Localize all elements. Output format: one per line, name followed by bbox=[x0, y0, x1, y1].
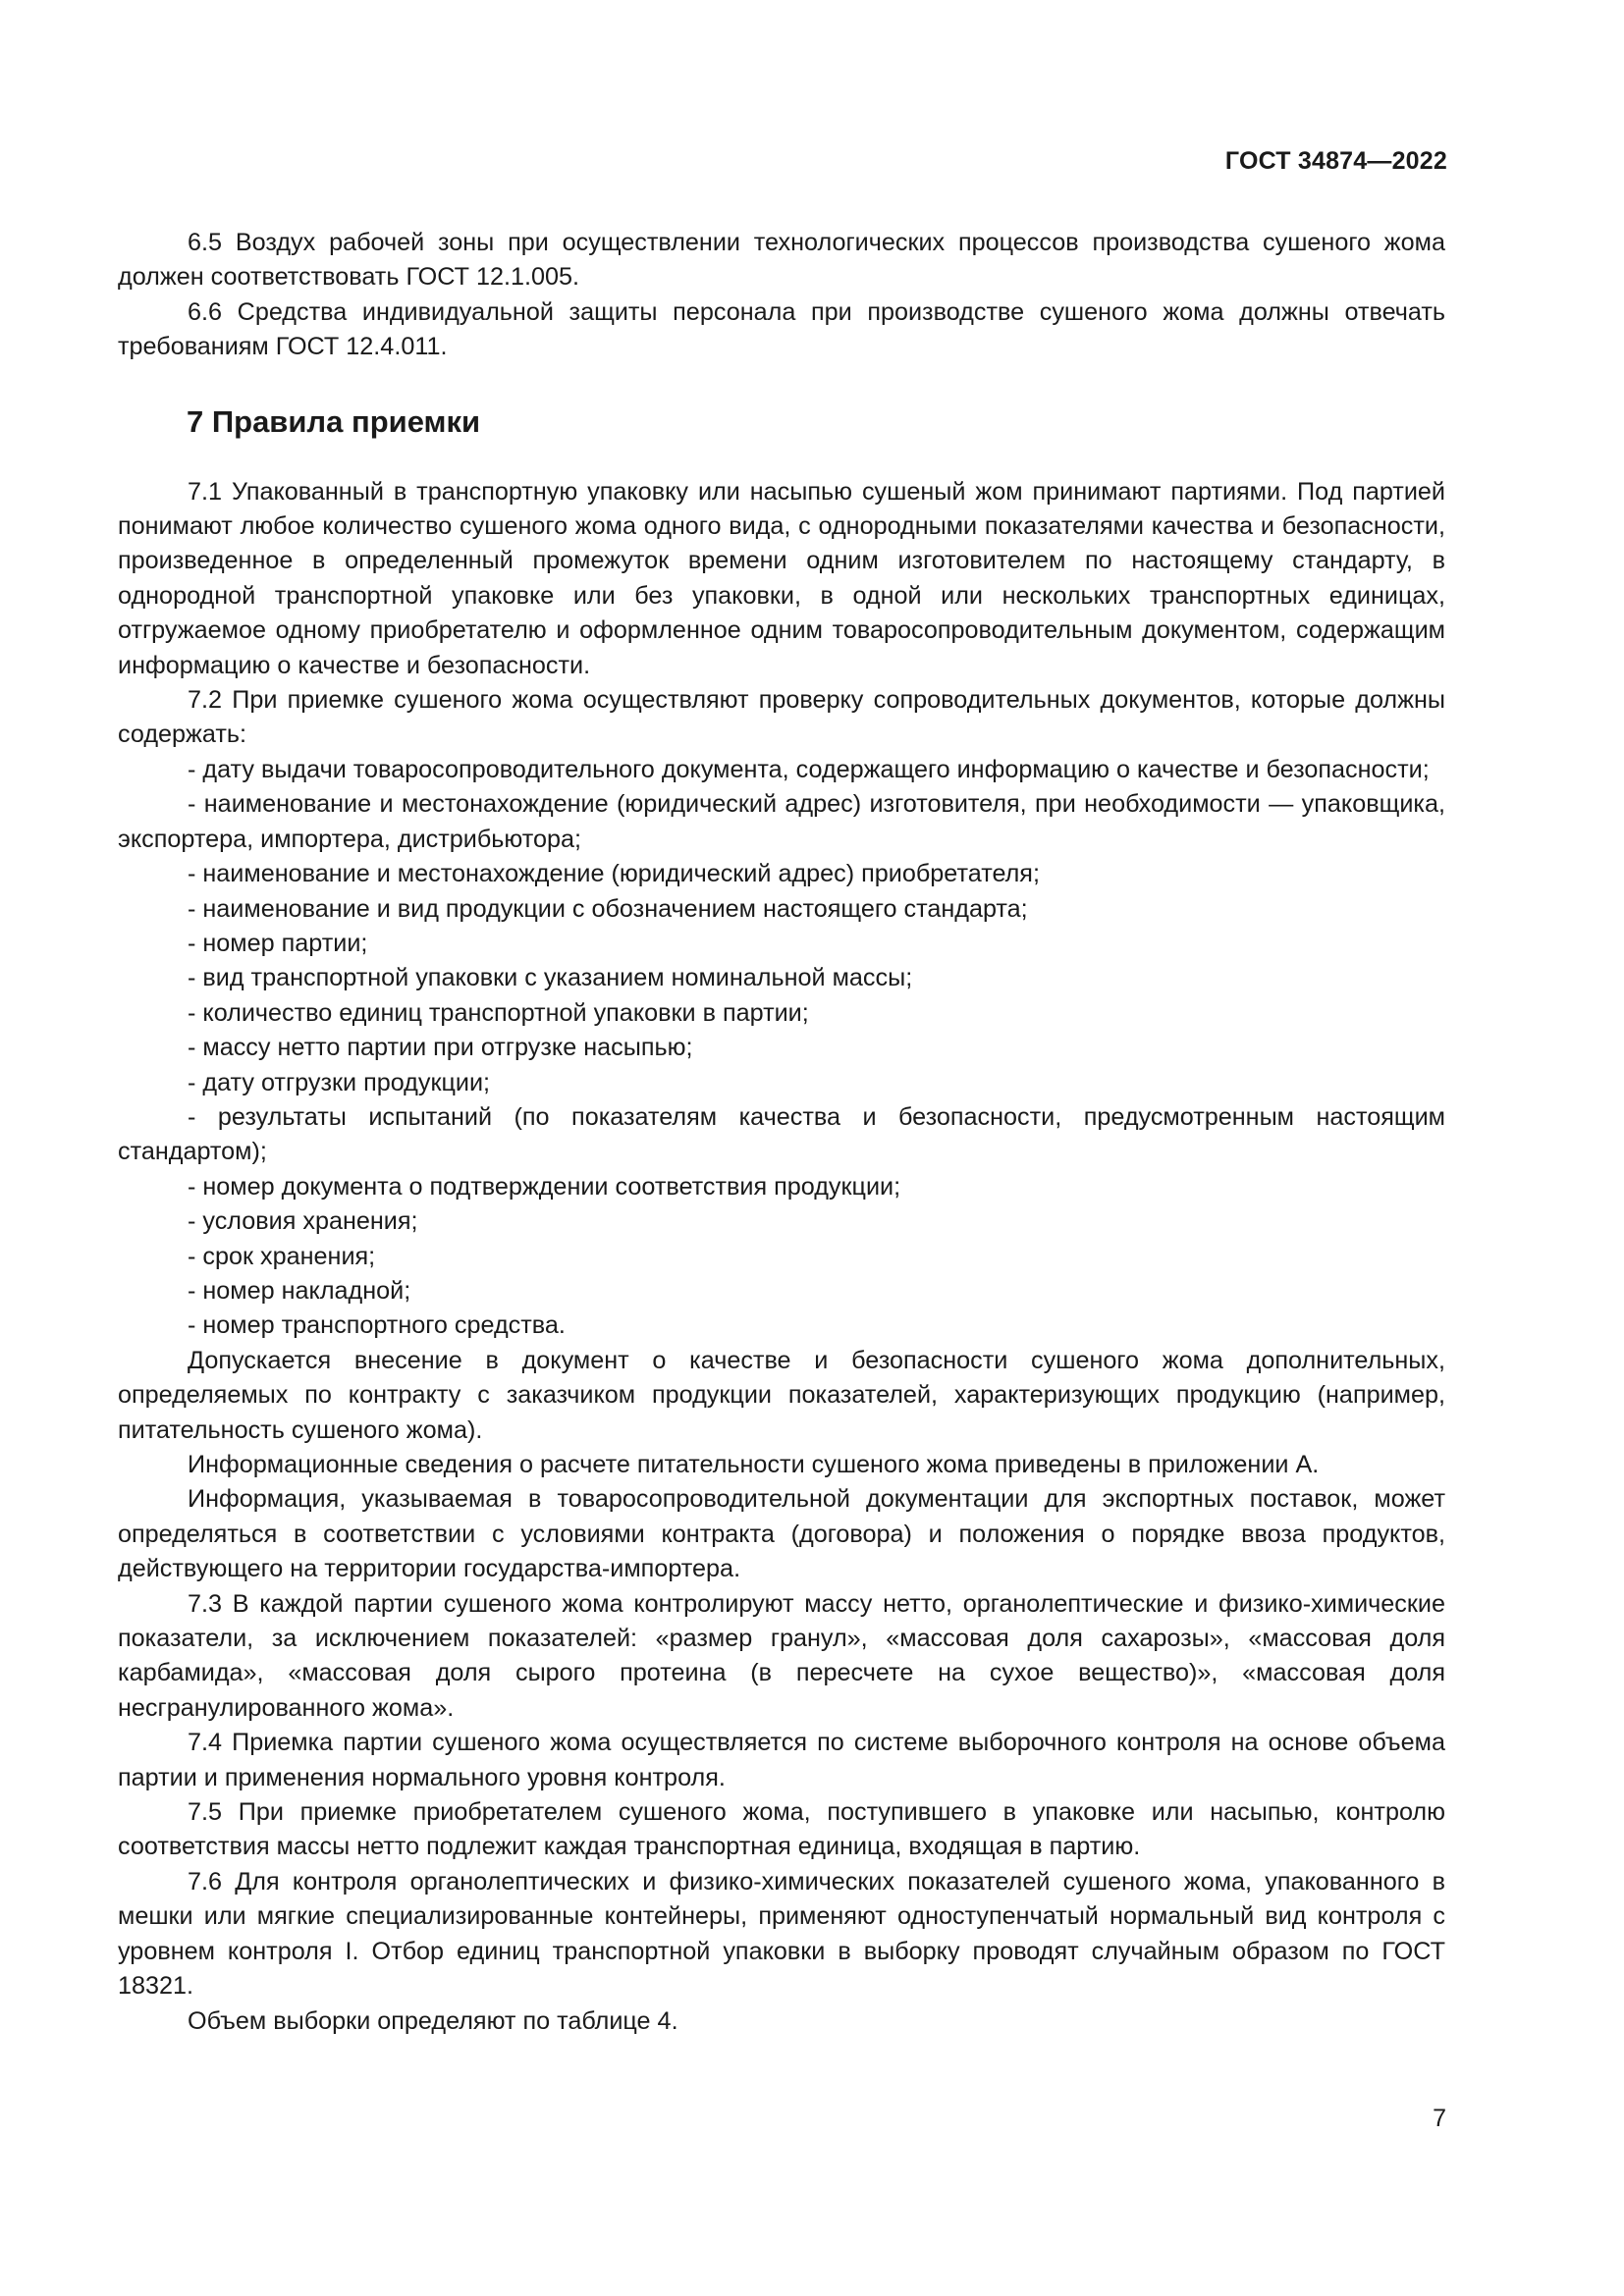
list-item: - массу нетто партии при отгрузке насыпью; bbox=[188, 1034, 693, 1062]
paragraph-nutrition-info: Информационные сведения о расчете питательности сушеного жома приведены в приложении А. bbox=[188, 1451, 1320, 1478]
page-content bbox=[118, 226, 1445, 2039]
list-item: - номер партии; bbox=[188, 929, 368, 957]
list-item: - результаты испытаний (по показателям качества и безопасности, предусмотренным настоящим стандартом); bbox=[118, 1102, 1445, 1166]
list-item: - условия хранения; bbox=[188, 1207, 418, 1236]
list-item: - номер накладной; bbox=[188, 1276, 411, 1305]
paragraph-7-1: 7.1 Упакованный в транспортную упаковку или насыпью сушеный жом принимают партиями. Под партией понимают любое количество сушеного жома одного вида, с однородными показателями качества и безопасности, произведенное в определенный промежуток времени одним изготовителем по настоящему стандарту, в однородной транспортной упаковке или без упаковки, в одной или нескольких транспортных единицах, отгружаемое одному приобретателю и оформленное одним товаросопроводительным документом, содержащим информацию о качестве и безопасности. bbox=[118, 477, 1445, 679]
list-item: - наименование и местонахождение (юридический адрес) приобретателя; bbox=[188, 860, 1040, 888]
paragraph-7-2: 7.2 При приемке сушеного жома осуществляют проверку сопроводительных документов, которые должны содержать: bbox=[118, 686, 1445, 749]
list-item: - номер транспортного средства. bbox=[188, 1311, 566, 1340]
paragraph-6-5: 6.5 Воздух рабочей зоны при осуществлении технологических процессов производства сушеного жома должен соответствовать ГОСТ 12.1.005. bbox=[118, 229, 1445, 292]
paragraph-7-4: 7.4 Приемка партии сушеного жома осуществляется по системе выборочного контроля на основе объема партии и применения нормального уровня контроля. bbox=[118, 1729, 1445, 1791]
paragraph-export-info: Информация, указываемая в товаросопроводительной документации для экспортных поставок, может определяться в соответствии с условиями контракта (договора) и положения о порядке ввоза продуктов, действующего на территории государства-импортера. bbox=[118, 1485, 1445, 1583]
paragraph-7-3: 7.3 В каждой партии сушеного жома контролируют массу нетто, органолептические и физико-химические показатели, за исключением показателей: «размер гранул», «массовая доля сахарозы», «массовая доля карбамида», «массовая доля сырого протеина (в пересчете на сухое вещество)», «массовая доля несгранулированного жома». bbox=[118, 1589, 1445, 1722]
list-item: - номер документа о подтверждении соответствия продукции; bbox=[188, 1172, 901, 1201]
list-item: - количество единиц транспортной упаковки в партии; bbox=[188, 998, 809, 1027]
paragraph-6-6: 6.6 Средства индивидуальной защиты персонала при производстве сушеного жома должны отвечать требованиям ГОСТ 12.4.011. bbox=[118, 297, 1445, 361]
list-item: - дату выдачи товаросопроводительного документа, содержащего информацию о качестве и безопасности; bbox=[188, 755, 1430, 783]
list-item: - наименование и местонахождение (юридический адрес) изготовителя, при необходимости — упаковщика, экспортера, импортера, дистрибьютора; bbox=[118, 790, 1445, 853]
list-item: - вид транспортной упаковки с указанием номинальной массы; bbox=[188, 964, 913, 992]
paragraph-7-5: 7.5 При приемке приобретателем сушеного жома, поступившего в упаковке или насыпью, контролю соответствия массы нетто подлежит каждая транспортная единица, входящая в партию. bbox=[118, 1798, 1445, 1861]
section-title: 7 Правила приемки bbox=[187, 403, 481, 439]
paragraph-sample-size: Объем выборки определяют по таблице 4. bbox=[188, 2006, 678, 2035]
document-code-header: ГОСТ 34874—2022 bbox=[1224, 147, 1447, 175]
paragraph-7-6: 7.6 Для контроля органолептических и физико-химических показателей сушеного жома, упакованного в мешки или мягкие специализированные контейнеры, применяют одноступенчатый нормальный вид контроля с уровнем контроля I. Отбор единиц транспортной упаковки в выборку проводят случайным образом по ГОСТ 18321. bbox=[118, 1867, 1445, 2001]
list-item: - дату отгрузки продукции; bbox=[188, 1068, 491, 1096]
page-number: 7 bbox=[1433, 2105, 1446, 2132]
list-item: - срок хранения; bbox=[188, 1242, 376, 1270]
list-item: - наименование и вид продукции с обозначением настоящего стандарта; bbox=[188, 894, 1028, 923]
paragraph-additional-indicators: Допускается внесение в документ о качестве и безопасности сушеного жома дополнительных, определяемых по контракту с заказчиком продукции показателей, характеризующих продукцию (например, питательность сушеного жома). bbox=[118, 1346, 1445, 1444]
